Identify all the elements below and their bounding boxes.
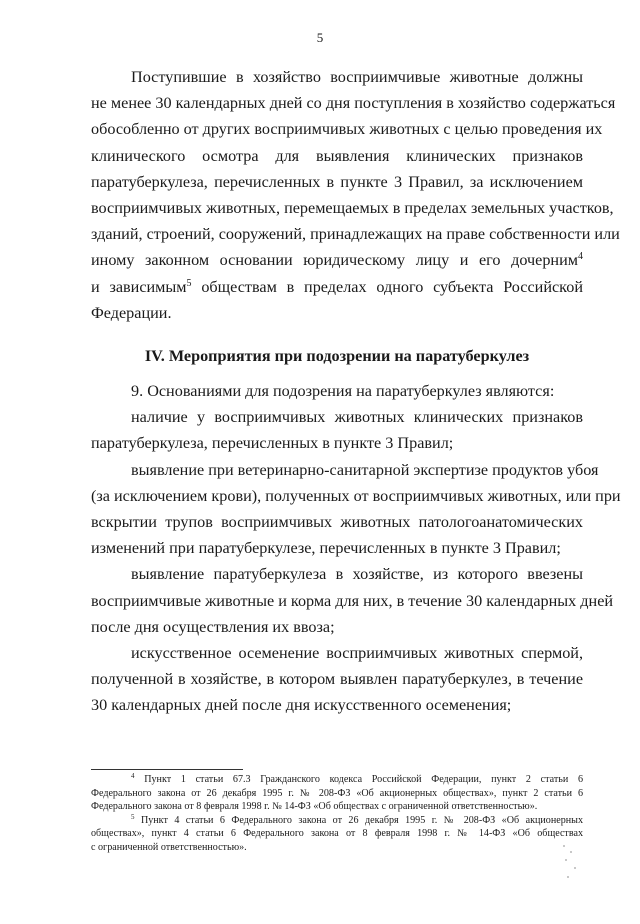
text-line: паратуберкулеза, перечисленных в пункте 3 Правил, за исключением — [91, 172, 583, 191]
scan-artifact — [561, 843, 581, 883]
footnote-text: Пункт 4 статьи 6 Федерального закона от 26 декабря 1995 г. № 208-ФЗ «Об акционерных — [134, 814, 583, 826]
footnote-line — [91, 814, 583, 828]
text-line: (за исключением крови), полученных от восприимчивых животных, или при — [91, 486, 621, 505]
footnote-line: Федерального закона от 26 декабря 1995 г. № 208-ФЗ «Об акционерных обществах», пункт 2 статьи 6 — [91, 787, 583, 799]
text-line: восприимчивые животные и корма для них, в течение 30 календарных дней — [91, 591, 614, 610]
footnote-ref-5[interactable]: 5 — [186, 277, 192, 289]
footnote-line: Федерального закона от 8 февраля 1998 г. № 14-ФЗ «Об обществах с ограниченной ответственностью». — [91, 801, 538, 813]
text-line: изменений при паратуберкулезе, перечисленных в пункте 3 Правил; — [91, 539, 561, 558]
text-line: Поступившие в хозяйство восприимчивые животные должны — [131, 68, 583, 86]
footnote-line — [91, 773, 583, 787]
footnote-line: обществах», пункт 4 статьи 6 Федерального закона от 8 февраля 1998 г. № 14-ФЗ «Об обществах — [91, 828, 583, 840]
text-line: вскрытии трупов восприимчивых животных патологоанатомических — [91, 513, 583, 531]
text-line: Федерации. — [91, 303, 172, 322]
footnote-mark-5: 5 — [131, 812, 135, 821]
footnotes — [91, 773, 583, 855]
text-line: выявление паратуберкулеза в хозяйстве, из которого ввезены — [131, 565, 583, 584]
text-line: паратуберкулеза, перечисленных в пункте 3 Правил; — [91, 434, 454, 453]
text-line: полученной в хозяйстве, в котором выявлен паратуберкулез, в течение — [91, 670, 583, 689]
footnote-mark-4: 4 — [131, 772, 135, 780]
text-line: обособленно от других восприимчивых животных с целью проведения их — [91, 120, 603, 139]
item-insemination — [91, 640, 583, 719]
footnote-separator — [91, 769, 243, 770]
text-line-with-footnote-ref — [91, 274, 583, 300]
item-clinical-signs — [91, 404, 583, 456]
text-line: наличие у восприимчивых животных клинических признаков — [131, 408, 583, 427]
text-line-with-footnote-ref — [91, 247, 583, 273]
text-line: 9. Основаниями для подозрения на паратуберкулез являются: — [131, 382, 555, 401]
footnote-5 — [91, 814, 583, 855]
text-line: искусственное осеменение восприимчивых животных спермой, — [131, 643, 583, 662]
text-line: восприимчивых животных, перемещаемых в пределах земельных участков, — [91, 198, 614, 217]
text-line: зданий, строений, сооружений, принадлежащих на праве собственности или — [91, 225, 620, 244]
line-text: обществам в пределах одного субъекта Российской — [191, 277, 583, 296]
text-line: выявление при ветеринарно-санитарной экспертизе продуктов убоя — [131, 460, 599, 479]
item-expertise — [91, 457, 621, 562]
line-text: иному законном основании юридическому лицу и его дочерним — [91, 251, 578, 270]
footnote-line: с ограниченной ответственностью». — [91, 841, 247, 853]
footnote-ref-4[interactable]: 4 — [578, 251, 583, 263]
document-body — [91, 64, 621, 719]
text-line: после дня осуществления их ввоза; — [91, 617, 335, 636]
item-import — [91, 561, 614, 640]
text-line: клинического осмотра для выявления клинических признаков — [91, 146, 583, 165]
footnote-text: Пункт 1 статьи 67.3 Гражданского кодекса Российской Федерации, пункт 2 статьи 6 — [134, 774, 583, 785]
footnote-4 — [91, 773, 583, 814]
text-line: не менее 30 календарных дней со дня поступления в хозяйство содержаться — [91, 94, 616, 113]
item-9 — [91, 378, 583, 404]
line-text: и зависимым — [91, 277, 187, 296]
text-line: 30 календарных дней после дня искусственного осеменения; — [91, 696, 512, 715]
page-number: 5 — [316, 30, 324, 45]
section-heading: IV. Мероприятия при подозрении на паратуберкулез — [144, 346, 530, 365]
paragraph-intro — [91, 64, 620, 326]
